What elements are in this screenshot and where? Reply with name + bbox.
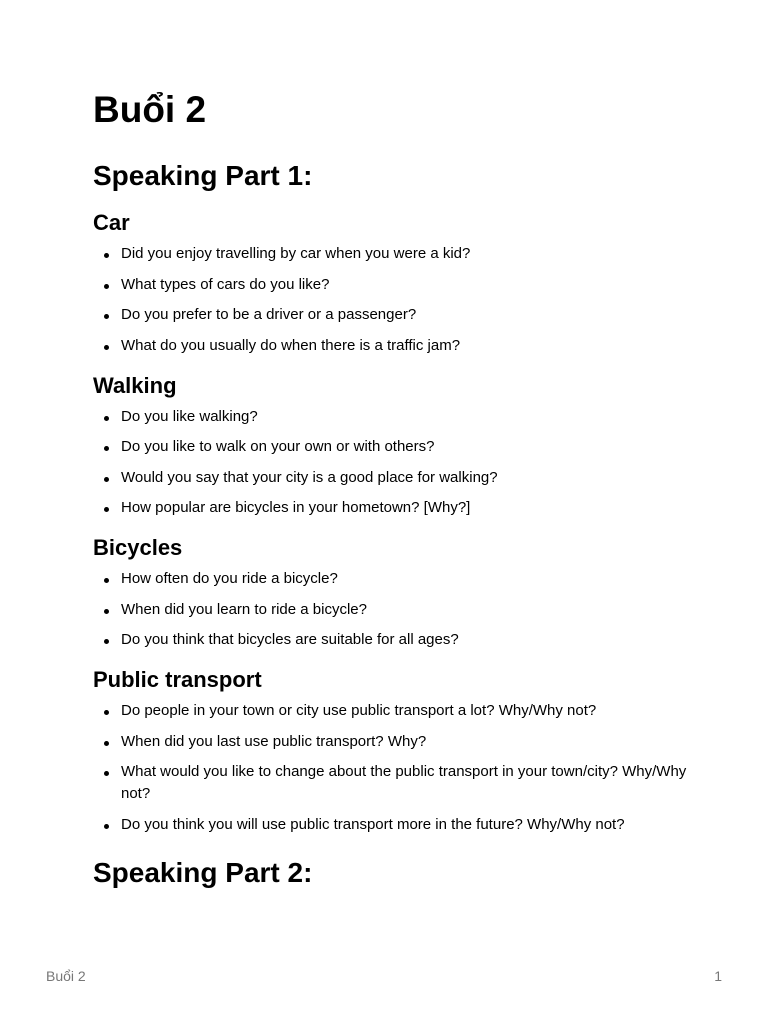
section-heading-bicycles: Bicycles bbox=[93, 535, 183, 560]
question-list-public-transport bbox=[93, 700, 693, 836]
document-title: Buổi 2 bbox=[93, 89, 207, 130]
list-item: What types of cars do you like? bbox=[93, 274, 693, 296]
list-item: When did you learn to ride a bicycle? bbox=[93, 599, 693, 621]
list-item: Do you like walking? bbox=[93, 406, 693, 428]
list-item: Do you prefer to be a driver or a passenger? bbox=[93, 304, 693, 326]
question-list-walking bbox=[93, 406, 693, 520]
list-item: Would you say that your city is a good place for walking? bbox=[93, 467, 693, 489]
list-item: Do you think that bicycles are suitable for all ages? bbox=[93, 629, 693, 651]
footer-document-title: Buổi 2 bbox=[46, 968, 86, 984]
section-heading-car: Car bbox=[93, 210, 130, 235]
speaking-part-1-heading: Speaking Part 1: bbox=[93, 160, 313, 191]
speaking-part-2-heading: Speaking Part 2: bbox=[93, 856, 313, 888]
list-item: Do you like to walk on your own or with others? bbox=[93, 436, 693, 458]
section-heading-walking: Walking bbox=[93, 372, 177, 398]
footer-page-number: 1 bbox=[714, 968, 722, 984]
list-item: Do you think you will use public transport more in the future? Why/Why not? bbox=[93, 814, 693, 836]
question-list-bicycles bbox=[93, 568, 693, 651]
list-item: Did you enjoy travelling by car when you were a kid? bbox=[93, 243, 693, 265]
document-page bbox=[93, 88, 693, 890]
section-heading-public-transport: Public transport bbox=[93, 667, 262, 692]
list-item: How often do you ride a bicycle? bbox=[93, 568, 693, 590]
list-item: When did you last use public transport? Why? bbox=[93, 731, 693, 753]
list-item: What would you like to change about the public transport in your town/city? Why/Why not? bbox=[93, 761, 693, 805]
list-item: Do people in your town or city use public transport a lot? Why/Why not? bbox=[93, 700, 693, 722]
list-item: What do you usually do when there is a traffic jam? bbox=[93, 335, 693, 357]
list-item: How popular are bicycles in your hometown? [Why?] bbox=[93, 497, 693, 519]
question-list-car bbox=[93, 243, 693, 357]
